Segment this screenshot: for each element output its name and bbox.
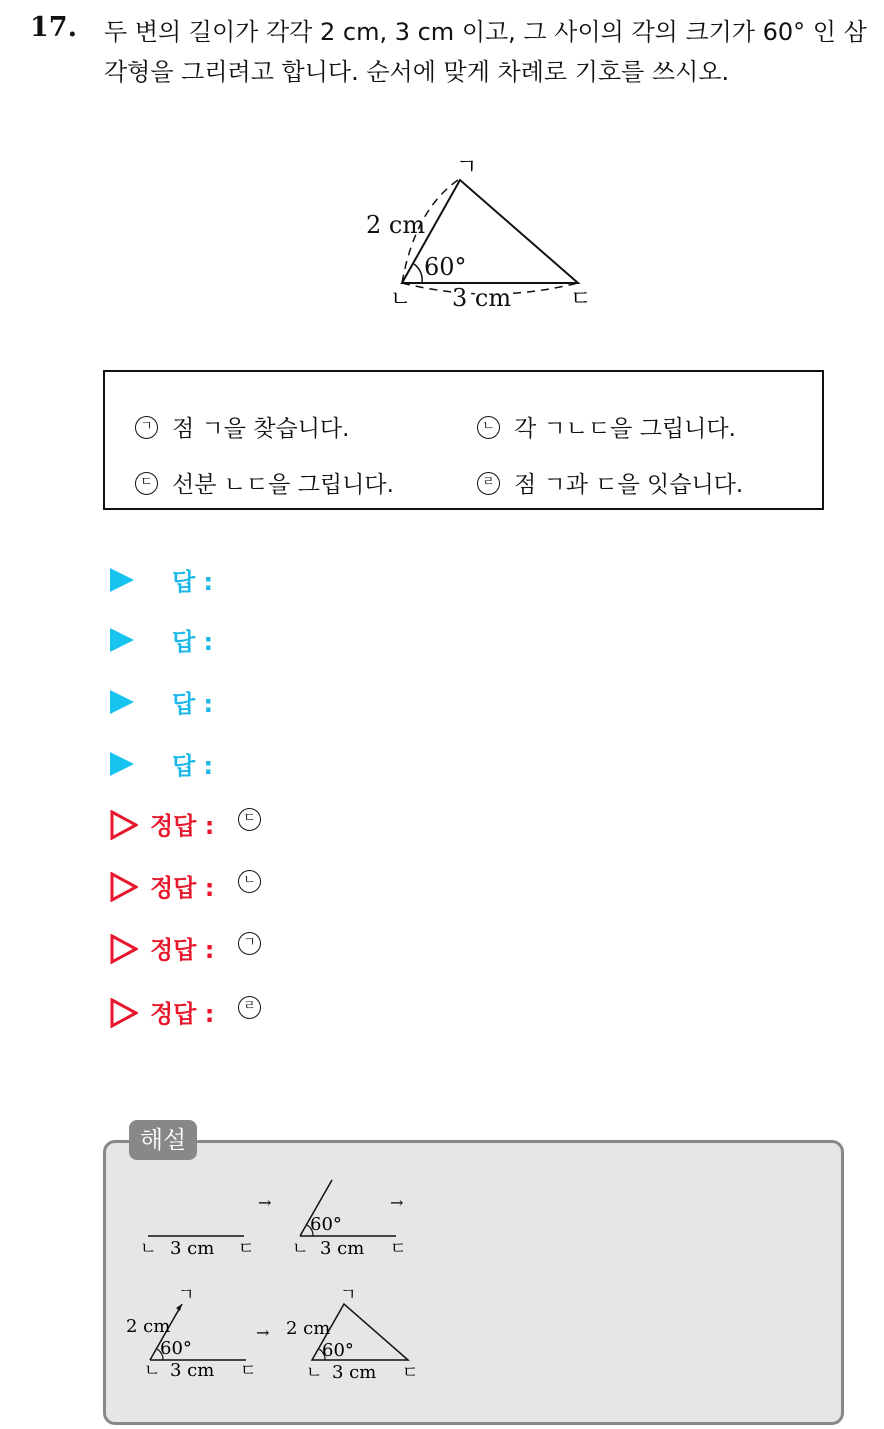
choice-4-symbol: ㄹ	[477, 472, 500, 495]
correct-answer-symbol: ㄱ	[238, 932, 261, 955]
choice-2-text: 각 ㄱㄴㄷ을 그립니다.	[514, 416, 736, 442]
step2-vertex-left: ㄴ	[292, 1239, 309, 1259]
step1-vertex-left: ㄴ	[140, 1239, 157, 1259]
correct-arrow-icon	[110, 998, 138, 1028]
step2-side-bottom: 3 cm	[320, 1238, 365, 1259]
figure-angle-label: 60°	[424, 253, 467, 281]
choice-1-symbol: ㄱ	[135, 416, 158, 439]
question-number: 17.	[30, 12, 77, 43]
correct-answer-symbol: ㄷ	[238, 808, 261, 831]
question-text: 두 변의 길이가 각각 2 cm, 3 cm 이고, 그 사이의 각의 크기가 60° 인 삼각형을 그리려고 합니다. 순서에 맞게 차례로 기호를 쓰시오.	[104, 18, 867, 86]
choice-2-symbol: ㄴ	[477, 416, 500, 439]
step2-angle: 60°	[310, 1214, 342, 1235]
step4-angle: 60°	[322, 1340, 354, 1361]
figure-side-bottom-label: 3 cm	[452, 284, 512, 312]
step1-vertex-right: ㄷ	[238, 1239, 255, 1259]
arrow-1: →	[258, 1193, 272, 1212]
triangle-figure	[360, 150, 610, 320]
correct-label: 정답 :	[150, 936, 215, 964]
step3-vertex-left: ㄴ	[144, 1361, 161, 1381]
figure-side-left-label: 2 cm	[366, 211, 426, 239]
figure-vertex-right: ㄷ	[570, 287, 592, 312]
answer-label: 답 :	[172, 752, 214, 780]
step1-side-bottom: 3 cm	[170, 1238, 215, 1259]
correct-label: 정답 :	[150, 1000, 215, 1028]
correct-label: 정답 :	[150, 874, 215, 902]
answer-arrow-icon	[110, 752, 134, 776]
answer-arrow-icon	[110, 568, 134, 592]
choices-box	[103, 370, 824, 510]
step4-vertex-left: ㄴ	[306, 1363, 323, 1383]
step3-vertex-top: ㄱ	[178, 1285, 195, 1305]
arrow-2: →	[390, 1193, 404, 1212]
step3-side-bottom: 3 cm	[170, 1360, 215, 1381]
figure-vertex-top: ㄱ	[456, 155, 478, 180]
choice-3-text: 선분 ㄴㄷ을 그립니다.	[172, 472, 394, 498]
choice-3	[135, 466, 394, 499]
choice-4-text: 점 ㄱ과 ㄷ을 잇습니다.	[514, 472, 744, 498]
answer-arrow-icon	[110, 690, 134, 714]
step4-side-left: 2 cm	[286, 1318, 331, 1339]
answer-arrow-icon	[110, 628, 134, 652]
correct-arrow-icon	[110, 934, 138, 964]
step3-angle: 60°	[160, 1338, 192, 1359]
correct-arrow-icon	[110, 810, 138, 840]
correct-arrow-icon	[110, 872, 138, 902]
explanation-steps-figure	[110, 1170, 830, 1410]
correct-answer-symbol: ㄴ	[238, 870, 261, 893]
correct-label: 정답 :	[150, 812, 215, 840]
choice-4	[477, 466, 743, 499]
choice-3-symbol: ㄷ	[135, 472, 158, 495]
answer-label: 답 :	[172, 628, 214, 656]
arrow-3: →	[256, 1323, 270, 1342]
correct-answer-symbol: ㄹ	[238, 996, 261, 1019]
step4-side-bottom: 3 cm	[332, 1362, 377, 1383]
choice-2	[477, 410, 736, 443]
choice-1	[135, 410, 349, 443]
step4-vertex-top: ㄱ	[340, 1285, 357, 1305]
step3-side-left: 2 cm	[126, 1316, 171, 1337]
step2-vertex-right: ㄷ	[390, 1239, 407, 1259]
step3-vertex-right: ㄷ	[240, 1361, 257, 1381]
answer-label: 답 :	[172, 690, 214, 718]
answer-label: 답 :	[172, 568, 214, 596]
explanation-tab: 해설	[129, 1120, 197, 1160]
step4-vertex-right: ㄷ	[402, 1363, 419, 1383]
figure-vertex-left: ㄴ	[390, 287, 412, 312]
choice-1-text: 점 ㄱ을 찾습니다.	[172, 416, 350, 442]
